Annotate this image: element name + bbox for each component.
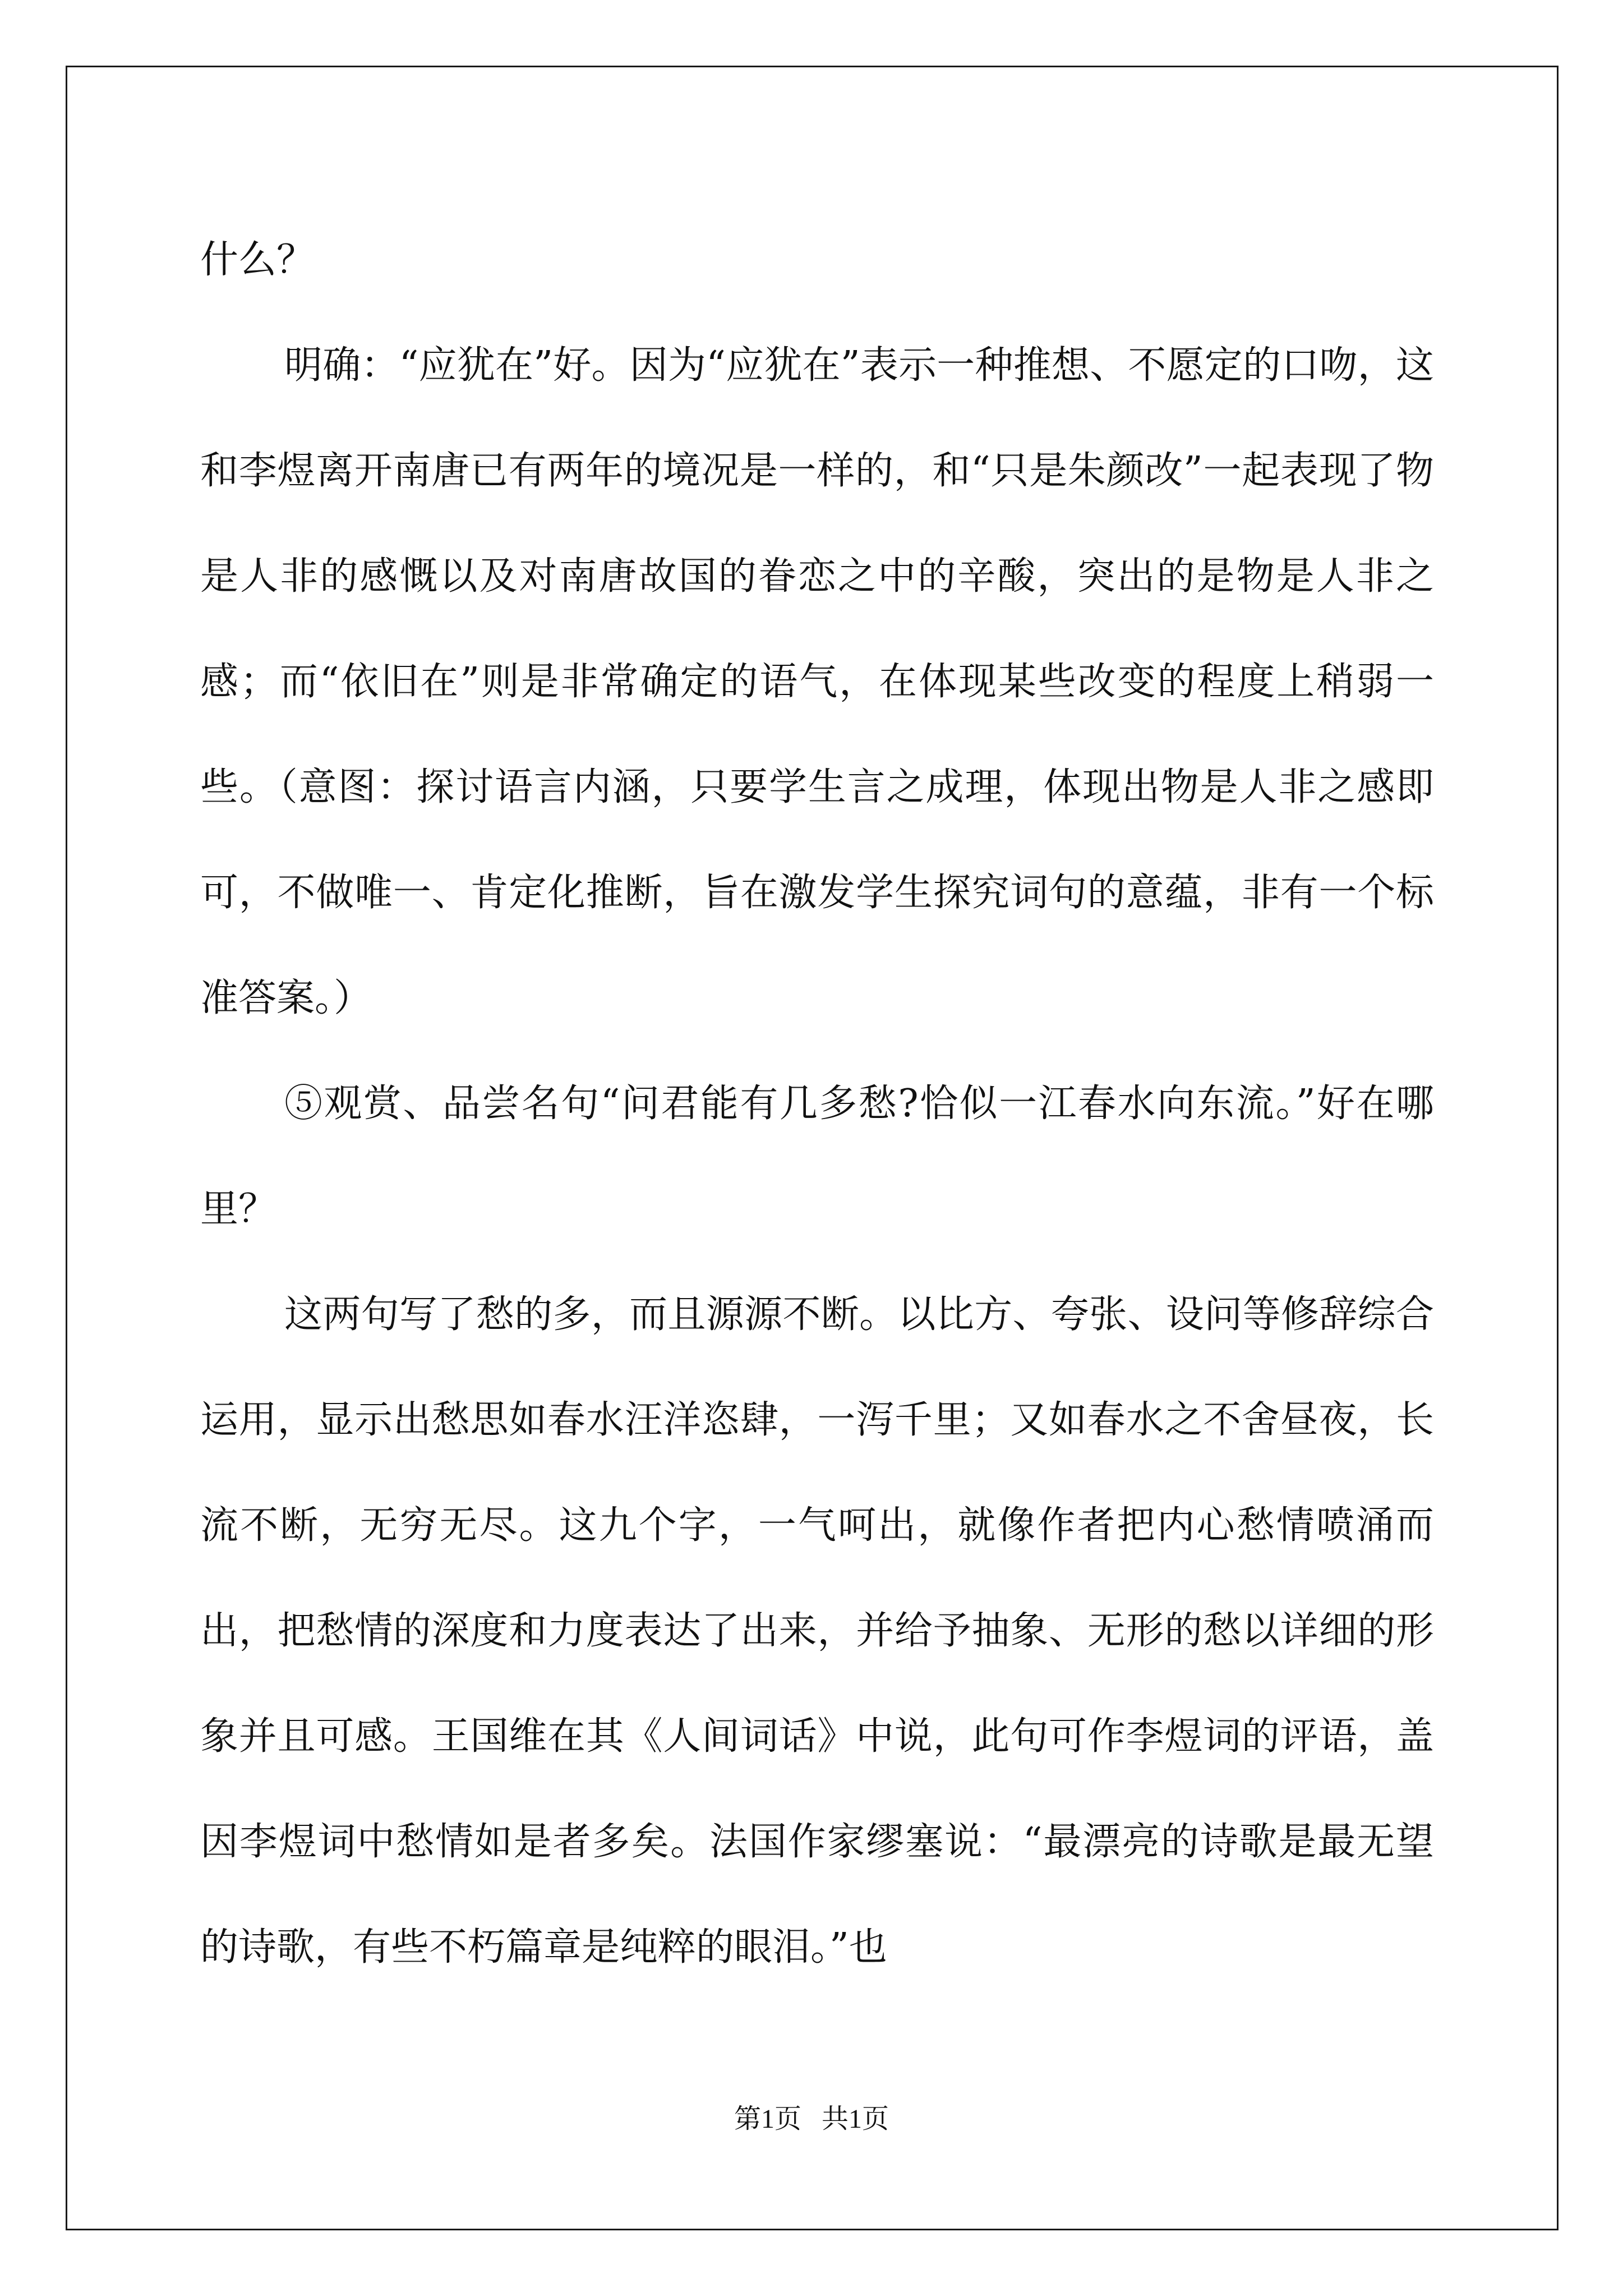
paragraph: 什么？ [200,238,315,282]
paragraph: 明确：“应犹在”好。因为“应犹在”表示一种推想、不愿定的口吻，这和李煜离开南唐已有两年的境况是一样的，和“只是朱颜改”一起表现了物是人非的感慨以及对南唐故国的眷恋之中的辛酸，突出的是物是人非之感；而“依旧在”则是非常确定的语气，在体现某些改变的程度上稍弱一些。（意图：探讨语言内涵，只要学生言之成理，体现出物是人非之感即可，不做唯一、肯定化推断，旨在激发学生探究词句的意蕴，非有一个标准答案。） [200,343,1434,1020]
paragraph: 这两句写了愁的多，而且源源不断。以比方、夸张、设问等修辞综合运用，显示出愁思如春水汪洋恣肆，一泻千里；又如春水之不舍昼夜，长流不断，无穷无尽。这九个字，一气呵出，就像作者把内心愁情喷涌而出，把愁情的深度和力度表达了出来，并给予抽象、无形的愁以详细的形象并且可感。王国维在其《人间词话》中说，此句可作李煜词的评语，盖因李煜词中愁情如是者多矣。法国作家缪塞说：“最漂亮的诗歌是最无望的诗歌，有些不朽篇章是纯粹的眼泪。”也 [200,1292,1434,1970]
document-body [200,208,1434,2000]
paragraph: ⑤观赏、品尝名句“问君能有几多愁?恰似一江春水向东流。”好在哪里？ [200,1082,1434,1231]
page-footer: 第1页 共1页 [734,2104,889,2134]
